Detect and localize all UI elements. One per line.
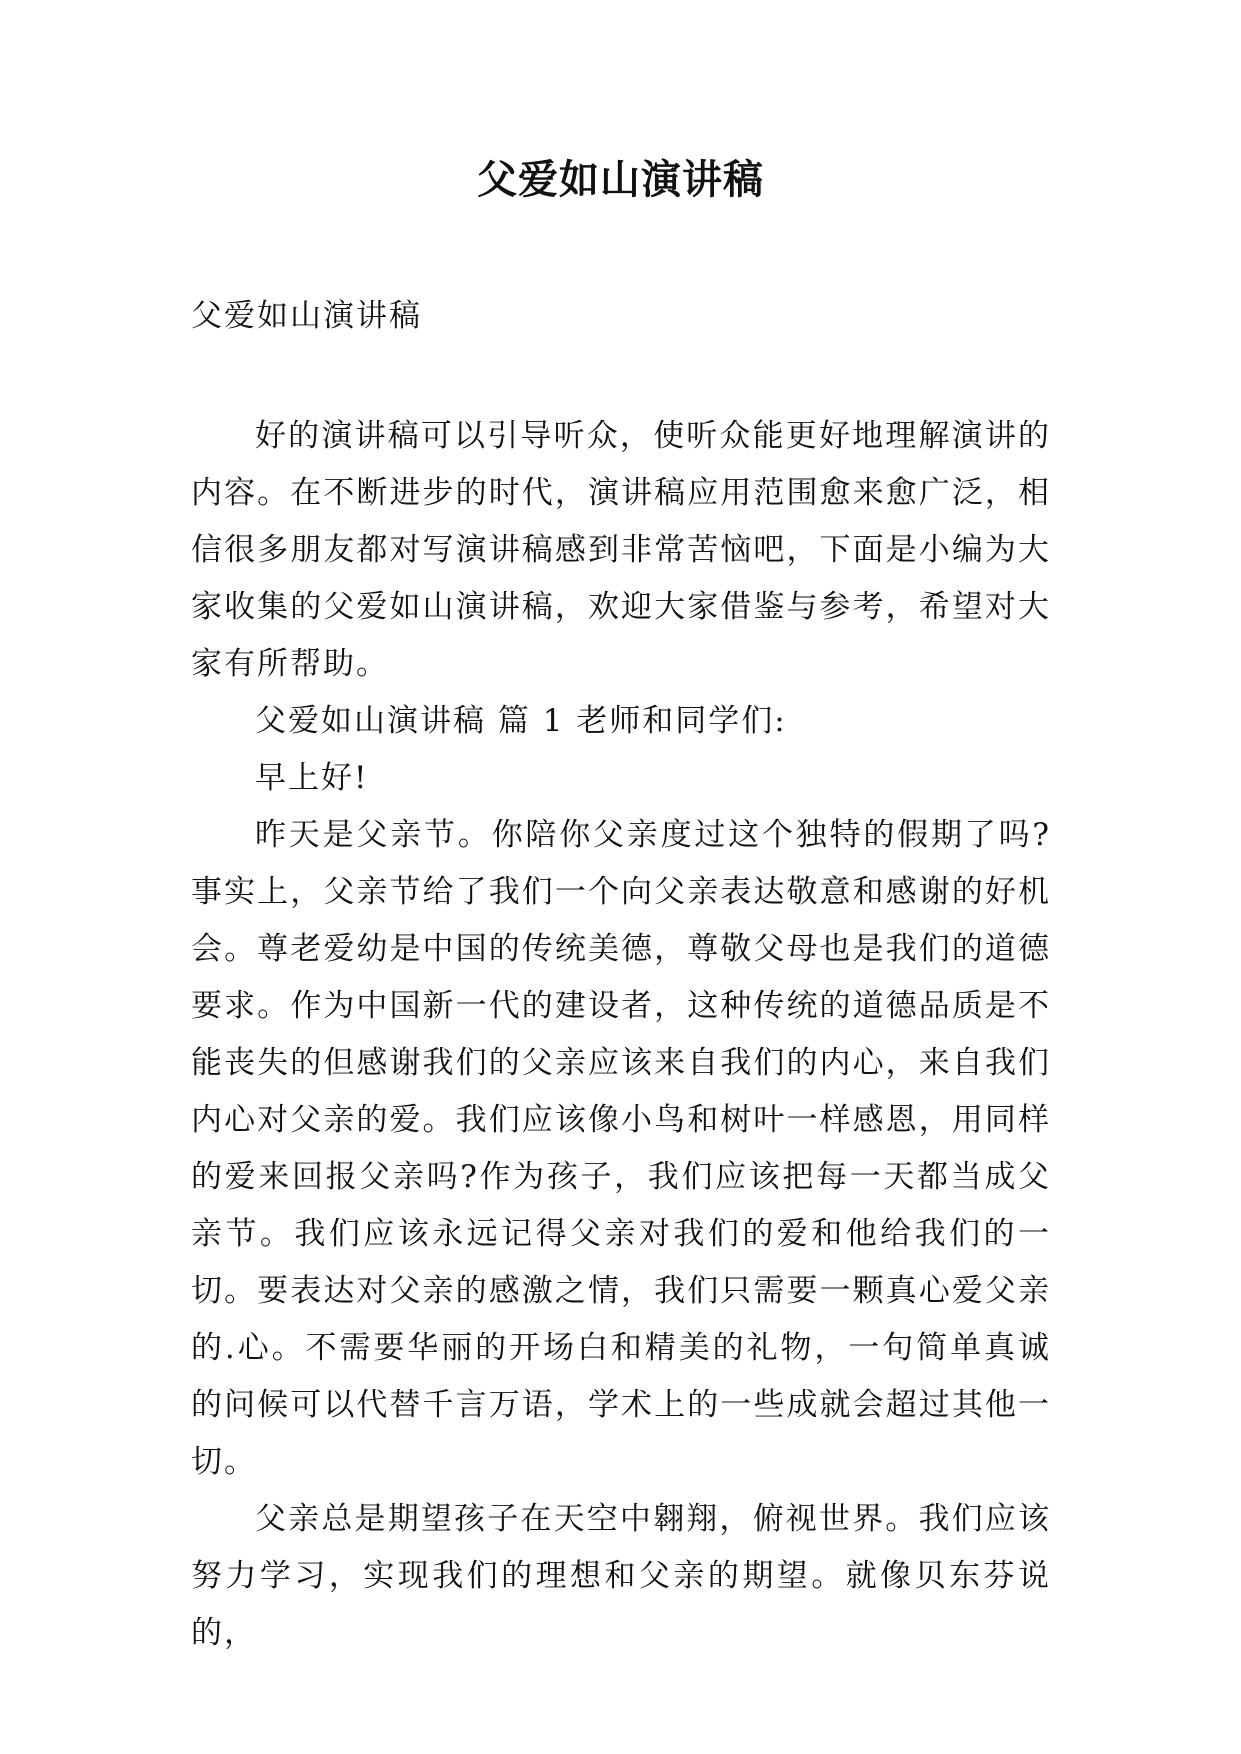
document-subtitle: 父爱如山演讲稿 [191, 298, 422, 334]
paragraph-intro: 好的演讲稿可以引导听众，使听众能更好地理解演讲的内容。在不断进步的时代，演讲稿应用范围愈来愈广泛，相信很多朋友都对写演讲稿感到非常苦恼吧，下面是小编为大家收集的父爱如山演讲稿，欢迎大家借鉴与参考，希望对大家有所帮助。 [191, 418, 1051, 682]
paragraph-section-heading: 父爱如山演讲稿 篇 1 老师和同学们: [255, 703, 787, 739]
paragraph-greeting: 早上好! [255, 760, 369, 796]
document-body [191, 408, 1051, 1662]
paragraph-fathers-day: 昨天是父亲节。你陪你父亲度过这个独特的假期了吗?事实上，父亲节给了我们一个向父亲表达敬意和感谢的好机会。尊老爱幼是中国的传统美德，尊敬父母也是我们的道德要求。作为中国新一代的建设者，这种传统的道德品质是不能丧失的但感谢我们的父亲应该来自我们的内心，来自我们内心对父亲的爱。我们应该像小鸟和树叶一样感恩，用同样的爱来回报父亲吗?作为孩子，我们应该把每一天都当成父亲节。我们应该永远记得父亲对我们的爱和他给我们的一切。要表达对父亲的感激之情，我们只需要一颗真心爱父亲的.心。不需要华丽的开场白和精美的礼物，一句简单真诚的问候可以代替千言万语，学术上的一些成就会超过其他一切。 [191, 817, 1051, 1480]
document-title: 父爱如山演讲稿 [477, 156, 764, 203]
paragraph-expectation: 父亲总是期望孩子在天空中翱翔，俯视世界。我们应该努力学习，实现我们的理想和父亲的期望。就像贝东芬说的， [191, 1501, 1051, 1651]
